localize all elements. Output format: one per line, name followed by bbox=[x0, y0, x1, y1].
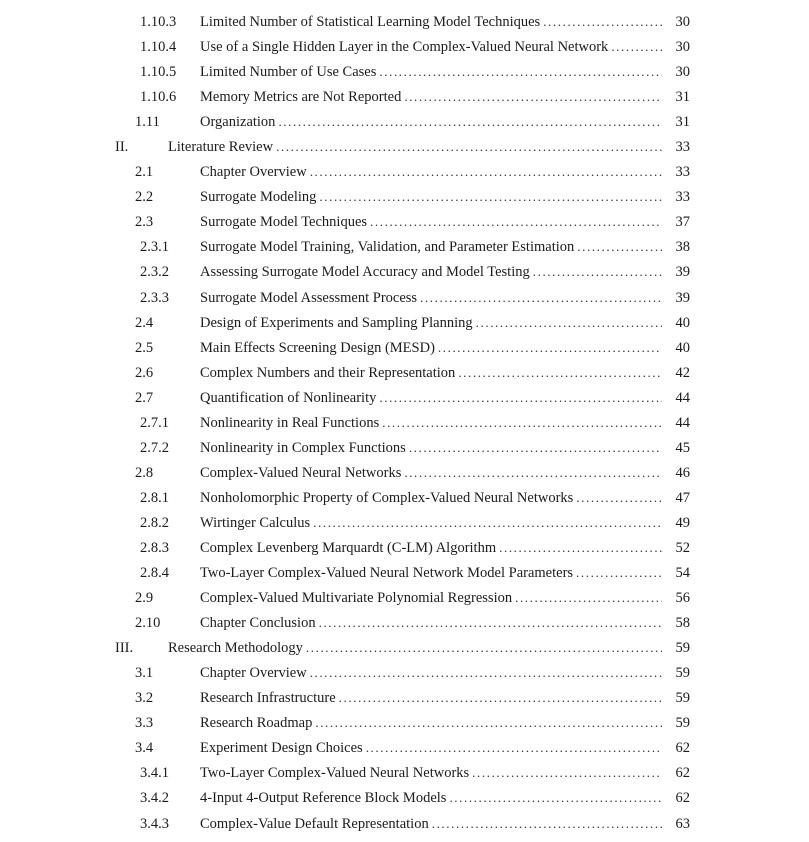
section-title: Research Roadmap bbox=[200, 715, 313, 732]
section-title: Complex Numbers and their Representation bbox=[200, 364, 456, 381]
dot-leader bbox=[339, 685, 662, 711]
section-title: Surrogate Modeling bbox=[200, 189, 317, 206]
page-number: 40 bbox=[675, 314, 690, 331]
page-number: 59 bbox=[675, 690, 690, 707]
section-title: Memory Metrics are Not Reported bbox=[200, 89, 402, 106]
section-title: Assessing Surrogate Model Accuracy and Model Testing bbox=[200, 264, 530, 281]
section-number: III. bbox=[115, 640, 134, 657]
section-number: 2.4 bbox=[135, 314, 154, 331]
section-number: 2.9 bbox=[135, 590, 154, 607]
dot-leader bbox=[319, 184, 662, 210]
section-number: 2.7 bbox=[135, 389, 154, 406]
page-number: 56 bbox=[675, 590, 690, 607]
toc-row bbox=[0, 460, 690, 485]
toc-row bbox=[0, 59, 690, 84]
section-title: Design of Experiments and Sampling Planning bbox=[200, 314, 473, 331]
page-number: 52 bbox=[675, 539, 690, 556]
toc-row bbox=[0, 335, 690, 360]
toc-row bbox=[0, 285, 690, 310]
page-number: 30 bbox=[675, 39, 690, 56]
toc-row bbox=[0, 485, 690, 510]
section-number: 3.4.2 bbox=[140, 790, 169, 807]
section-title: Chapter Conclusion bbox=[200, 615, 316, 632]
section-title: Complex-Valued Multivariate Polynomial Regression bbox=[200, 590, 513, 607]
page-number: 33 bbox=[675, 164, 690, 181]
dot-leader bbox=[438, 335, 662, 361]
page-number: 58 bbox=[675, 615, 690, 632]
page-number: 49 bbox=[675, 514, 690, 531]
toc-row bbox=[0, 811, 690, 836]
section-number: 2.8.4 bbox=[140, 565, 169, 582]
dot-leader bbox=[404, 84, 662, 110]
section-title: Two-Layer Complex-Valued Neural Network Model Parameters bbox=[200, 565, 574, 582]
section-number: 2.7.1 bbox=[140, 414, 169, 431]
section-title: Surrogate Model Techniques bbox=[200, 214, 368, 231]
section-title: Experiment Design Choices bbox=[200, 740, 363, 757]
page-number: 59 bbox=[675, 715, 690, 732]
section-number: 2.6 bbox=[135, 364, 154, 381]
dot-leader bbox=[576, 485, 662, 511]
section-title: Complex Levenberg Marquardt (C-LM) Algorithm bbox=[200, 539, 497, 556]
toc-row bbox=[0, 710, 690, 735]
section-number: 3.2 bbox=[135, 690, 154, 707]
dot-leader bbox=[370, 209, 662, 235]
dot-leader bbox=[611, 34, 662, 60]
section-number: 3.1 bbox=[135, 665, 154, 682]
toc-row bbox=[0, 159, 690, 184]
toc-row bbox=[0, 310, 690, 335]
toc-row bbox=[0, 9, 690, 34]
section-number: 3.3 bbox=[135, 715, 154, 732]
section-number: 2.3.2 bbox=[140, 264, 169, 281]
section-title: Nonholomorphic Property of Complex-Valued Neural Networks bbox=[200, 489, 574, 506]
dot-leader bbox=[315, 710, 662, 736]
page-number: 31 bbox=[675, 89, 690, 106]
dot-leader bbox=[432, 811, 662, 837]
section-title: Limited Number of Use Cases bbox=[200, 64, 377, 81]
page-number: 33 bbox=[675, 139, 690, 156]
page-number: 38 bbox=[675, 239, 690, 256]
dot-leader bbox=[313, 510, 662, 536]
section-title: Wirtinger Calculus bbox=[200, 514, 311, 531]
dot-leader bbox=[499, 535, 662, 561]
section-number: 2.8.1 bbox=[140, 489, 169, 506]
toc-row bbox=[0, 209, 690, 234]
section-title: Research Infrastructure bbox=[200, 690, 336, 707]
section-title: Organization bbox=[200, 114, 276, 131]
dot-leader bbox=[515, 585, 662, 611]
toc-row bbox=[0, 760, 690, 785]
section-title: Limited Number of Statistical Learning Model Techniques bbox=[200, 14, 541, 30]
section-number: 2.8 bbox=[135, 464, 154, 481]
section-number: 1.10.5 bbox=[140, 64, 177, 81]
toc-row bbox=[0, 259, 690, 284]
page-number: 59 bbox=[675, 665, 690, 682]
section-number: II. bbox=[115, 139, 129, 156]
section-number: 2.7.2 bbox=[140, 439, 169, 456]
page-number: 40 bbox=[675, 339, 690, 356]
toc-row bbox=[0, 134, 690, 159]
dot-leader bbox=[319, 610, 662, 636]
toc-row bbox=[0, 635, 690, 660]
toc-row bbox=[0, 109, 690, 134]
section-title: Two-Layer Complex-Valued Neural Networks bbox=[200, 765, 470, 782]
toc-row bbox=[0, 685, 690, 710]
section-title: Literature Review bbox=[168, 139, 274, 156]
section-number: 2.3.3 bbox=[140, 289, 169, 306]
page-number: 46 bbox=[675, 464, 690, 481]
dot-leader bbox=[409, 435, 662, 461]
dot-leader bbox=[379, 59, 662, 85]
dot-leader bbox=[306, 635, 662, 661]
dot-leader bbox=[577, 234, 662, 260]
page-number: 42 bbox=[675, 364, 690, 381]
page-number: 37 bbox=[675, 214, 690, 231]
dot-leader bbox=[379, 385, 662, 411]
page-number: 62 bbox=[675, 790, 690, 807]
section-number: 3.4.3 bbox=[140, 815, 169, 832]
toc-row bbox=[0, 660, 690, 685]
section-number: 2.3 bbox=[135, 214, 154, 231]
section-number: 1.10.4 bbox=[140, 39, 177, 56]
dot-leader bbox=[420, 285, 662, 311]
toc-row bbox=[0, 84, 690, 109]
page-number: 44 bbox=[675, 389, 690, 406]
section-number: 1.10.3 bbox=[140, 14, 177, 30]
toc-row bbox=[0, 184, 690, 209]
section-number: 2.5 bbox=[135, 339, 154, 356]
toc-row bbox=[0, 785, 690, 810]
page-number: 63 bbox=[675, 815, 690, 832]
page-number: 33 bbox=[675, 189, 690, 206]
toc-row bbox=[0, 385, 690, 410]
page-number: 45 bbox=[675, 439, 690, 456]
section-number: 1.11 bbox=[135, 114, 160, 131]
section-title: Quantification of Nonlinearity bbox=[200, 389, 377, 406]
section-number: 2.3.1 bbox=[140, 239, 169, 256]
page-number: 39 bbox=[675, 264, 690, 281]
toc-row bbox=[0, 585, 690, 610]
toc-row bbox=[0, 435, 690, 460]
section-title: Complex-Value Default Representation bbox=[200, 815, 429, 832]
section-title: 4-Input 4-Output Reference Block Models bbox=[200, 790, 447, 807]
dot-leader bbox=[458, 360, 662, 386]
toc-row bbox=[0, 560, 690, 585]
dot-leader bbox=[404, 460, 662, 486]
dot-leader bbox=[533, 259, 662, 285]
section-title: Research Methodology bbox=[168, 640, 303, 657]
page-number: 39 bbox=[675, 289, 690, 306]
page-number: 47 bbox=[675, 489, 690, 506]
page-number: 62 bbox=[675, 765, 690, 782]
section-title: Nonlinearity in Complex Functions bbox=[200, 439, 406, 456]
section-title: Surrogate Model Training, Validation, and Parameter Estimation bbox=[200, 239, 575, 256]
dot-leader bbox=[366, 735, 662, 761]
section-title: Complex-Valued Neural Networks bbox=[200, 464, 402, 481]
dot-leader bbox=[382, 410, 662, 436]
dot-leader bbox=[472, 760, 662, 786]
section-number: 1.10.6 bbox=[140, 89, 177, 106]
page-number: 31 bbox=[675, 114, 690, 131]
section-number: 2.8.3 bbox=[140, 539, 169, 556]
dot-leader bbox=[278, 109, 662, 135]
section-title: Use of a Single Hidden Layer in the Complex-Valued Neural Network bbox=[200, 39, 609, 56]
section-number: 3.4.1 bbox=[140, 765, 169, 782]
section-number: 2.10 bbox=[135, 615, 161, 632]
section-number: 2.2 bbox=[135, 189, 154, 206]
page-number: 30 bbox=[675, 14, 690, 30]
section-title: Chapter Overview bbox=[200, 665, 307, 682]
page-number: 62 bbox=[675, 740, 690, 757]
toc-row bbox=[0, 360, 690, 385]
section-title: Chapter Overview bbox=[200, 164, 307, 181]
dot-leader bbox=[310, 159, 662, 185]
section-title: Nonlinearity in Real Functions bbox=[200, 414, 380, 431]
toc-row bbox=[0, 510, 690, 535]
toc-row bbox=[0, 234, 690, 259]
page-number: 59 bbox=[675, 640, 690, 657]
dot-leader bbox=[476, 310, 662, 336]
page-number: 44 bbox=[675, 414, 690, 431]
section-title: Surrogate Model Assessment Process bbox=[200, 289, 418, 306]
toc-row bbox=[0, 34, 690, 59]
dot-leader bbox=[576, 560, 662, 586]
toc-row bbox=[0, 410, 690, 435]
page-number: 54 bbox=[675, 565, 690, 582]
page-number: 30 bbox=[675, 64, 690, 81]
dot-leader bbox=[543, 9, 662, 35]
dot-leader bbox=[310, 660, 662, 686]
section-title: Main Effects Screening Design (MESD) bbox=[200, 339, 435, 356]
toc-row bbox=[0, 535, 690, 560]
dot-leader bbox=[276, 134, 662, 160]
dot-leader bbox=[449, 785, 662, 811]
toc-row bbox=[0, 735, 690, 760]
section-number: 2.8.2 bbox=[140, 514, 169, 531]
section-number: 3.4 bbox=[135, 740, 154, 757]
toc-row bbox=[0, 610, 690, 635]
section-number: 2.1 bbox=[135, 164, 154, 181]
